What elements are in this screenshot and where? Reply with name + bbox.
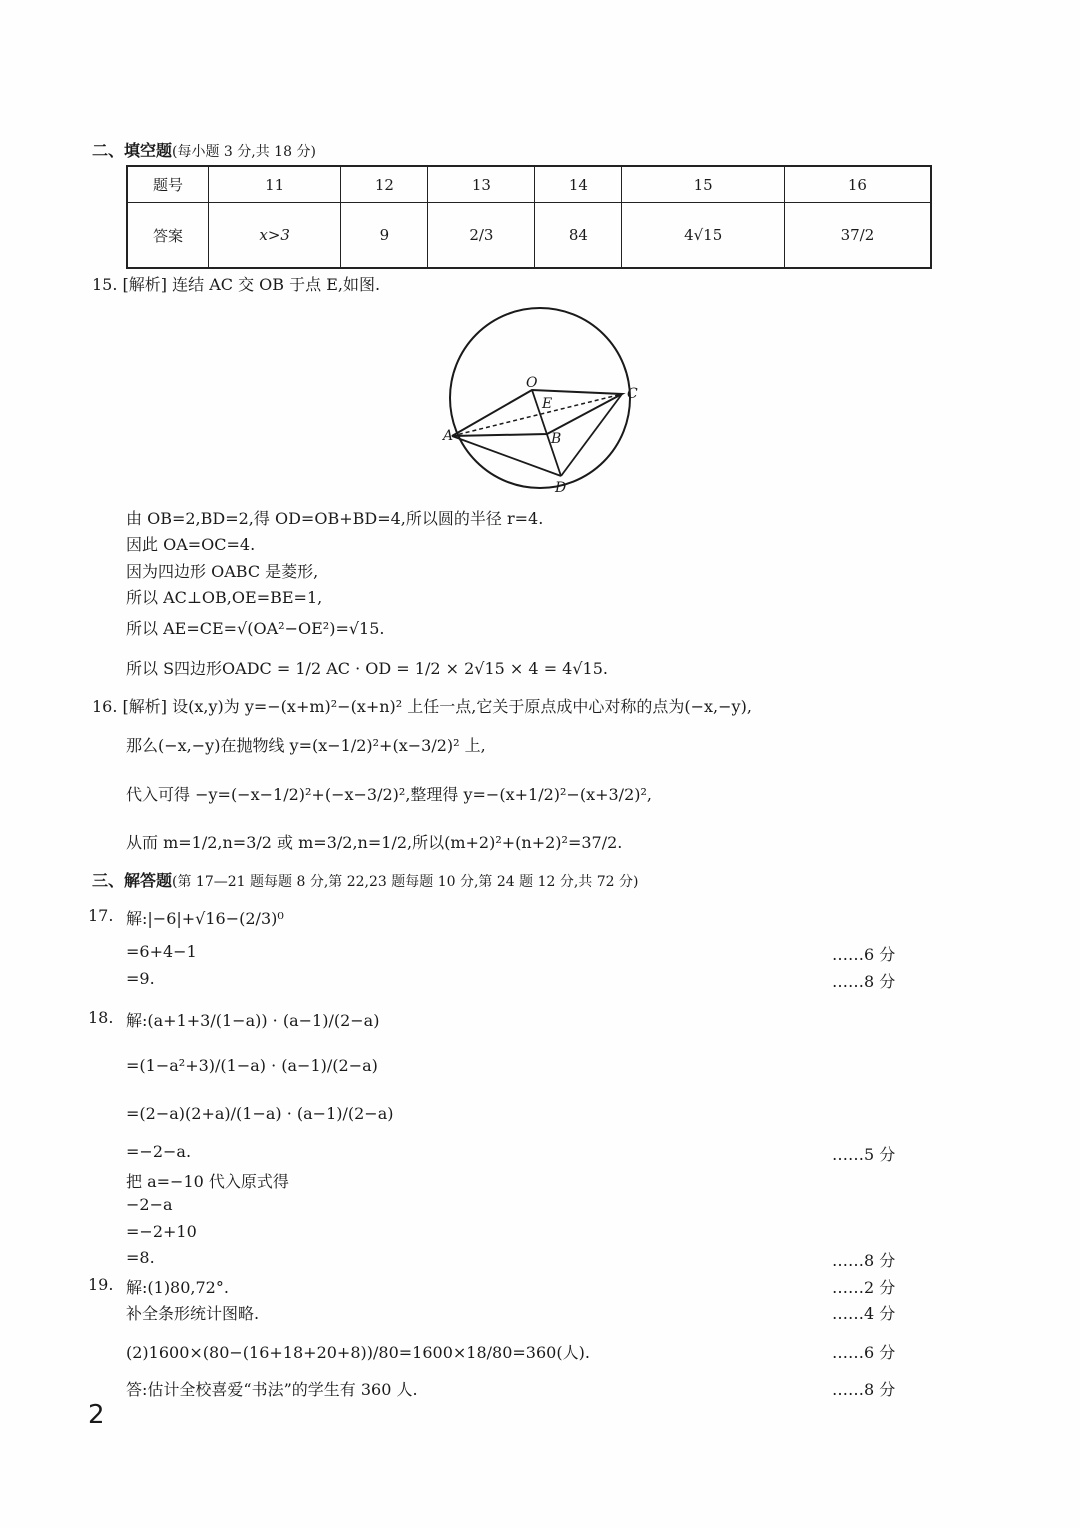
table-header-label: 题号 [127, 166, 209, 203]
answer-table [126, 165, 932, 269]
q15-line: 所以 AC⊥OB,OE=BE=1, [126, 588, 323, 607]
score-mark: ……6 分 [832, 945, 896, 964]
q18-line: =(1−a²+3)/(1−a) · (a−1)/(2−a) [126, 1056, 378, 1075]
score-mark: ……8 分 [832, 1380, 896, 1399]
table-cell-answer: 9 [341, 203, 428, 269]
table-cell-number: 16 [784, 166, 931, 203]
q18-line: =(2−a)(2+a)/(1−a) · (a−1)/(2−a) [126, 1104, 394, 1123]
q18-line: 解:(a+1+3/(1−a)) · (a−1)/(2−a) [126, 1011, 380, 1030]
q15-line: 由 OB=2,BD=2,得 OD=OB+BD=4,所以圆的半径 r=4. [126, 509, 544, 528]
table-cell-number: 12 [341, 166, 428, 203]
q18-line: −2−a [126, 1195, 173, 1214]
score-mark: ……6 分 [832, 1343, 896, 1362]
table-cell-number: 11 [209, 166, 341, 203]
q18-line: =8. [126, 1248, 155, 1267]
score-mark: ……4 分 [832, 1304, 896, 1323]
label-c: C [627, 386, 638, 402]
label-a: A [443, 428, 454, 444]
section-3-title: 三、解答题 [92, 871, 173, 890]
section-2-heading [92, 138, 316, 161]
q18-number: 18. [88, 1008, 114, 1027]
q17-line: =6+4−1 [126, 942, 197, 961]
score-mark: ……5 分 [832, 1145, 896, 1164]
q17-line: =9. [126, 969, 155, 988]
table-cell-answer: x>3 [209, 203, 341, 269]
table-cell-number: 15 [622, 166, 784, 203]
table-cell-number: 14 [535, 166, 622, 203]
q19-line: 解:(1)80,72°. [126, 1278, 229, 1297]
table-cell-answer: 2/3 [428, 203, 535, 269]
segment-ad [452, 436, 561, 476]
table-row-answers [127, 203, 931, 269]
q15-line: 因为四边形 OABC 是菱形, [126, 562, 319, 581]
circle-figure [440, 298, 650, 498]
table-cell-number: 13 [428, 166, 535, 203]
section-2-note: (每小题 3 分,共 18 分) [172, 144, 316, 160]
q19-line: 答:估计全校喜爱“书法”的学生有 360 人. [126, 1380, 418, 1399]
page-number: 2 [88, 1400, 105, 1430]
q17-line: 解:|−6|+√16−(2/3)⁰ [126, 909, 284, 928]
score-mark: ……8 分 [832, 1251, 896, 1270]
score-mark: ……2 分 [832, 1278, 896, 1297]
q17-number: 17. [88, 906, 114, 925]
score-mark: ……8 分 [832, 972, 896, 991]
table-row-numbers [127, 166, 931, 203]
q15-intro: 15. [解析] 连结 AC 交 OB 于点 E,如图. [92, 275, 381, 294]
table-cell-answer: 4√15 [622, 203, 784, 269]
section-3-heading [92, 868, 638, 891]
q19-line: (2)1600×(80−(16+18+20+8))/80=1600×18/80=360(人). [126, 1343, 590, 1362]
q15-line: 因此 OA=OC=4. [126, 535, 256, 554]
q15-line: 所以 S四边形OADC = 1/2 AC · OD = 1/2 × 2√15 × 4 = 4√15. [126, 659, 609, 678]
label-o: O [526, 375, 538, 391]
label-e: E [542, 396, 553, 412]
q15-line: 所以 AE=CE=√(OA²−OE²)=√15. [126, 619, 385, 638]
q18-line: =−2+10 [126, 1222, 197, 1241]
q18-line: =−2−a. [126, 1142, 192, 1161]
q19-number: 19. [88, 1275, 114, 1294]
table-cell-answer: 37/2 [784, 203, 931, 269]
q16-line: 那么(−x,−y)在抛物线 y=(x−1/2)²+(x−3/2)² 上, [126, 736, 486, 755]
table-cell-answer: 84 [535, 203, 622, 269]
q16-line: 16. [解析] 设(x,y)为 y=−(x+m)²−(x+n)² 上任一点,它关于原点成中心对称的点为(−x,−y), [92, 697, 752, 716]
section-2-title: 二、填空题 [92, 141, 173, 160]
label-b: B [551, 431, 562, 447]
label-d: D [555, 480, 567, 496]
q16-line: 代入可得 −y=(−x−1/2)²+(−x−3/2)²,整理得 y=−(x+1/2)²−(x+3/2)², [126, 785, 652, 804]
table-answer-label: 答案 [127, 203, 209, 269]
q19-line: 补全条形统计图略. [126, 1304, 260, 1323]
q18-line: 把 a=−10 代入原式得 [126, 1172, 289, 1191]
q16-line: 从而 m=1/2,n=3/2 或 m=3/2,n=1/2,所以(m+2)²+(n+2)²=37/2. [126, 833, 623, 852]
section-3-note: (第 17—21 题每题 8 分,第 22,23 题每题 10 分,第 24 题 12 分,共 72 分) [172, 874, 639, 890]
